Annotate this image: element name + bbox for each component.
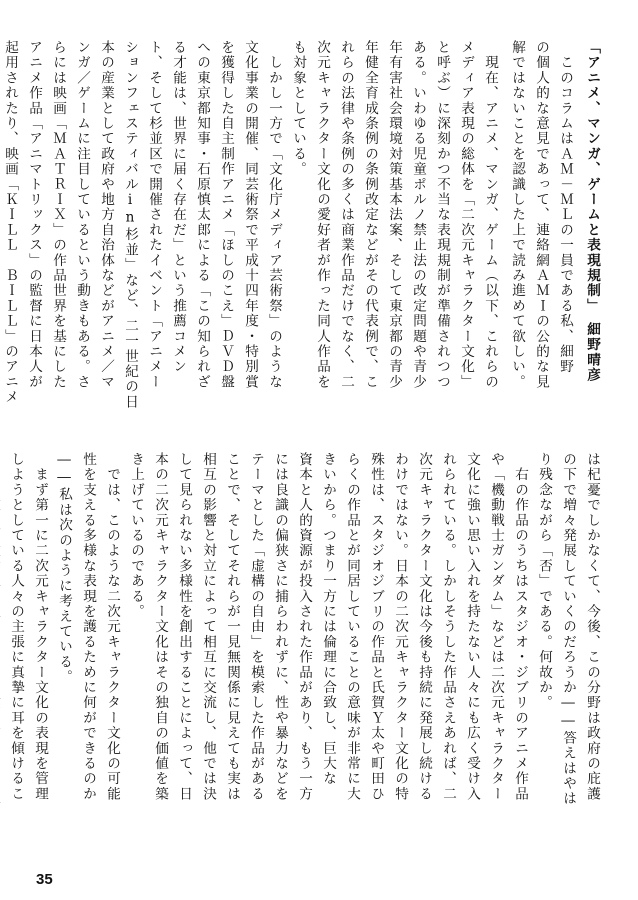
text-column: ト、そして杉並区で開催されたイベント「アニメー [146, 40, 162, 390]
text-column: には良識の偏狭さに捕らわれずに、性や暴力などを [272, 452, 288, 802]
text-column: 相互の影響と対立によって相互に交流し、他では決 [200, 452, 216, 802]
text-column [0, 452, 2, 842]
text-column: き上げているのである。 [128, 452, 144, 620]
lower-text-block [8, 452, 602, 842]
text-column: わけではない。日本の二次元キャラクター文化の特 [392, 452, 408, 802]
text-column: 起用されたり、映画「ＫＩＬＬ ＢＩＬＬ」のアニメ [2, 40, 18, 405]
text-column: れらの法律や条例の多くは商業作品だけでなく、二 [338, 40, 354, 390]
text-column: らくの作品とが同居していることの意味が非常に大 [344, 452, 360, 802]
text-column: の個人的な意見であって、連絡網ＡＭＩの公的な見 [533, 40, 549, 390]
text-column: への東京都知事・石原慎太郎による「この知られざ [194, 40, 210, 390]
text-column: れられている。しかしそうした作品さえあれば、二 [440, 452, 456, 802]
text-column: このコラムはＡＭ－ＭＬの一員である私、細野 [557, 40, 573, 375]
text-column: り残念ながら「否」である。何故か。 [536, 452, 552, 711]
upper-text-block [2, 40, 602, 430]
text-column: 年有害社会環境対策基本法案、そして東京都の青少 [386, 40, 402, 390]
text-column: しかし一方で「文化庁メディア芸術祭」のような [266, 40, 282, 390]
text-column: ある。いわゆる児童ポルノ禁止法の改定問題や青少 [410, 40, 426, 390]
text-column: 現在、アニメ、マンガ、ゲーム（以下、これらの [482, 40, 498, 390]
text-column: 資本と人的資源が投入された作品があり、もう一方 [296, 452, 312, 802]
text-column: ンガ／ゲームに注目しているという動きもある。さ [74, 40, 90, 390]
text-column: の下で増々発展していくのだろうか――答えはやは [560, 452, 576, 807]
text-column: 文化に強い思い入れを持たない人々にも広く受け入 [464, 452, 480, 802]
text-column: して見られない多様性を創出することによって、日 [176, 452, 192, 802]
text-column: や「機動戦士ガンダム」などは二次元キャラクター [488, 452, 504, 802]
page-number: 35 [36, 871, 53, 888]
text-column: テーマとした「虚構の自由」を模索した作品がある [248, 452, 264, 802]
text-column: アニメ作品「アニマトリックス」の監督に日本人が [26, 40, 42, 390]
text-column: 殊性は、スタジオジブリの作品と氏賀Ｙ太や町田ひ [368, 452, 384, 802]
text-column: 本の産業として政府や地方自治体などがアニメ／マ [98, 40, 114, 390]
text-column: らには映画「ＭＡＴＲＩＸ」の作品世界を基にした [50, 40, 66, 390]
text-column: ションフェスティバルin杉並」など、二一世紀の日 [122, 40, 138, 410]
text-column: を獲得した自主制作アニメ「ほしのこえ」ＤＶＤ盤 [218, 40, 234, 390]
text-column: 年健全育成条例の条例改定などがその代表例で、こ [362, 40, 378, 390]
text-column: きいから。つまり一方には倫理に合致し、巨大な [320, 452, 336, 787]
text-column: 性を支える多様な表現を護るために何ができるのか [80, 452, 96, 802]
text-column: ことで、そしてそれらが一見無関係に見えても実は [224, 452, 240, 802]
text-column: しようとしている人々の主張に真摯に耳を傾けるこ [8, 452, 24, 802]
text-column: 解ではないことを認識した上で読み進めて欲しい。 [509, 40, 525, 390]
text-column: では、このような二次元キャラクター文化の可能 [104, 452, 120, 802]
text-column: 文化事業の開催、同芸術祭で平成十四年度・特別賞 [242, 40, 258, 390]
text-column: と呼ぶ）に深刻かつ不当な表現規制が準備されつつ [434, 40, 450, 390]
text-column: ――私は次のように考えている。 [56, 452, 72, 685]
text-column: る才能は、世界に届く存在だ」という推薦コメン [170, 40, 186, 375]
text-column: も対象としている。 [290, 40, 306, 177]
text-column: は杞憂でしかなくて、今後、この分野は政府の庇護 [584, 452, 600, 802]
article-title: 「アニメ、マンガ、ゲームと表現規制」 細野晴彦 [584, 40, 600, 383]
text-column: 本の二次元キャラクター文化はその独自の価値を築 [152, 452, 168, 802]
text-column: 次元キャラクター文化は今後も持続に発展し続ける [416, 452, 432, 802]
text-column: 次元キャラクター文化の愛好者が作った同人作品を [314, 40, 330, 390]
text-column: まず第一に二次元キャラクター文化の表現を管理 [32, 452, 48, 802]
text-column: メディア表現の総体を「二次元キャラクター文化」 [458, 40, 474, 390]
text-column: 右の作品のうちはスタジオ・ジブリのアニメ作品 [512, 452, 528, 802]
